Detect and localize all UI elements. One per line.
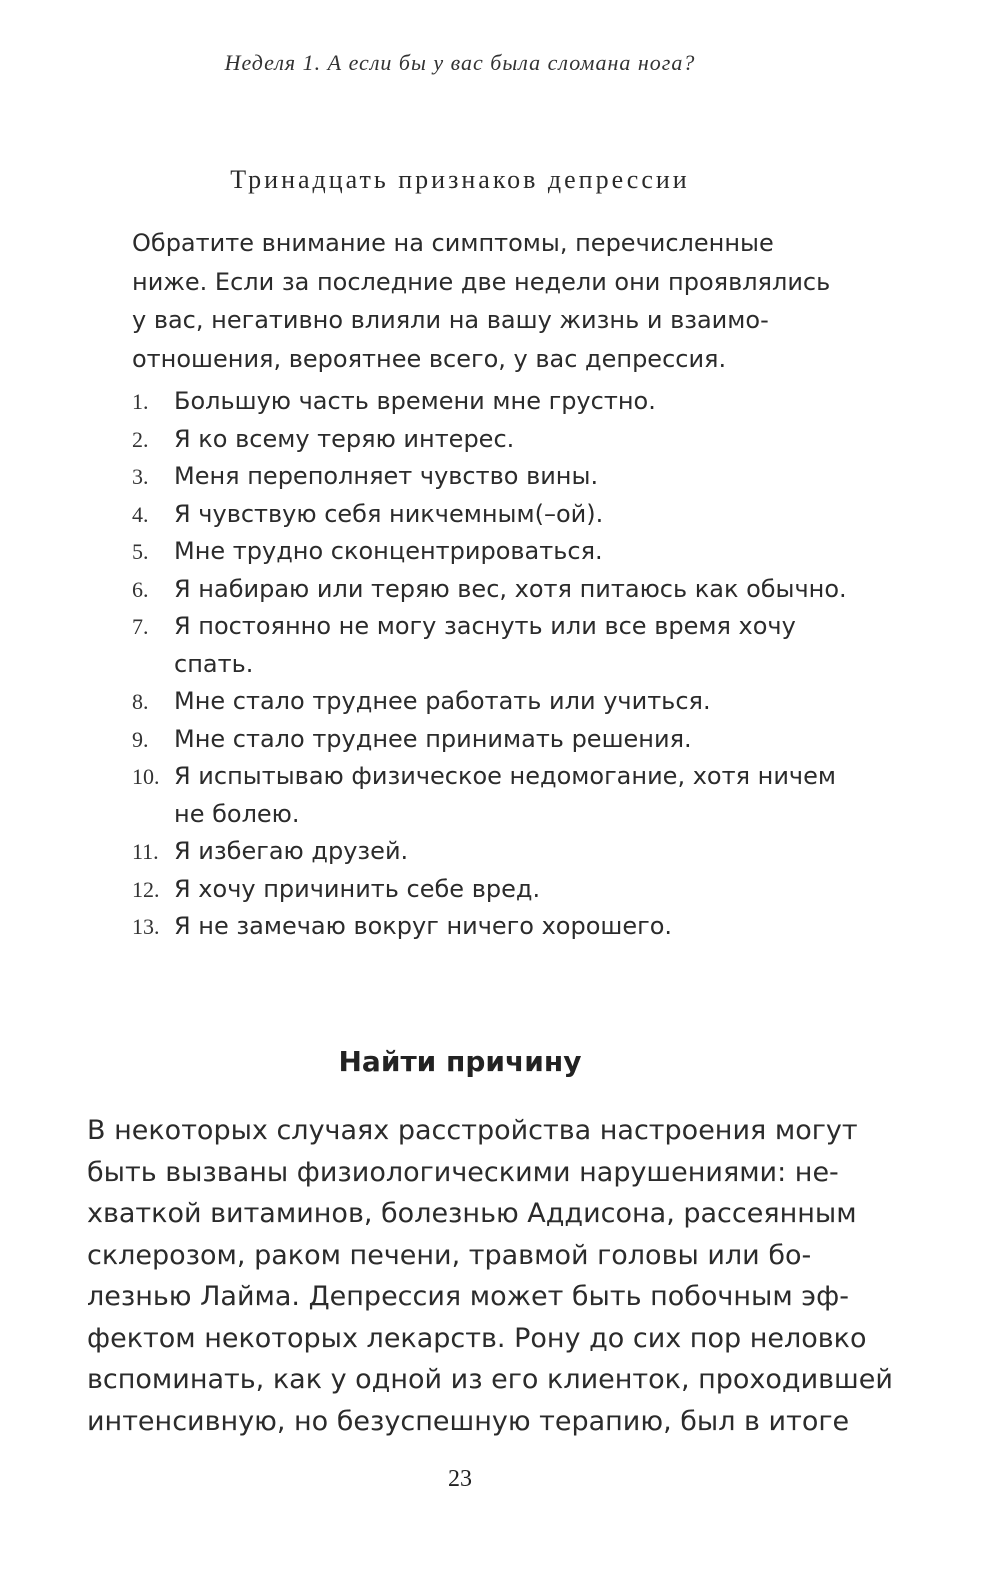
list-item (132, 608, 812, 683)
body-line: склерозом, раком печени, травмой головы или бо- (87, 1239, 812, 1271)
list-item (132, 421, 812, 459)
item-text: Меня переполняет чувство вины. (174, 462, 599, 490)
item-number: 5. (132, 539, 149, 564)
intro-line: у вас, негативно влияли на вашу жизнь и взаимо- (132, 306, 769, 334)
item-number: 6. (132, 576, 149, 602)
list-item (132, 533, 812, 571)
body-line: вспоминать, как у одной из его клиенток, проходившей (87, 1364, 893, 1395)
item-number: 10. (132, 764, 160, 789)
list-item (132, 871, 812, 909)
body-line: фектом некоторых лекарств. Рону до сих пор неловко (87, 1322, 867, 1354)
item-number: 7. (132, 614, 149, 639)
list-item (132, 496, 812, 534)
item-number: 2. (132, 426, 149, 452)
item-text: Я чувствую себя никчемным(–ой). (174, 499, 604, 528)
body-line: лезнью Лайма. Депрессия может быть побочным эф- (87, 1281, 849, 1312)
item-text: Я ко всему теряю интерес. (174, 424, 515, 453)
item-text: Я избегаю друзей. (174, 837, 409, 865)
list-item (132, 383, 812, 421)
body-line: хваткой витаминов, болезнью Аддисона, рассеянным (87, 1198, 857, 1229)
body-line: В некоторых случаях расстройства настроения могут (87, 1115, 858, 1146)
item-number: 11. (132, 839, 159, 864)
running-header: Неделя 1. А если бы у вас была сломана нога? (224, 50, 696, 75)
list-item (132, 458, 812, 496)
list-item (132, 683, 812, 721)
list-item (132, 571, 847, 609)
list-item (132, 721, 812, 759)
item-text-continuation: спать. (174, 649, 254, 678)
item-number: 4. (132, 501, 149, 527)
item-text: Я набираю или теряю вес, хотя питаюсь как обычно. (174, 574, 847, 603)
item-number: 13. (132, 914, 160, 939)
intro-line: Обратите внимание на симптомы, перечисленные (132, 229, 774, 257)
item-text: Я испытываю физическое недомогание, хотя ничем (174, 762, 836, 790)
box-intro (132, 224, 831, 378)
item-number: 3. (132, 464, 149, 489)
item-text: Я не замечаю вокруг ничего хорошего. (174, 912, 673, 940)
intro-line: ниже. Если за последние две недели они проявлялись (132, 267, 831, 296)
box-title: Тринадцать признаков депрессии (230, 165, 690, 194)
page-number: 23 (448, 1466, 472, 1492)
symptoms-list (132, 383, 847, 946)
item-number: 8. (132, 689, 149, 714)
body-line: интенсивную, но безуспешную терапию, был в итоге (87, 1405, 850, 1437)
intro-line: отношения, вероятнее всего, у вас депрессия. (132, 344, 727, 373)
section-heading: Найти причину (338, 1045, 582, 1078)
list-item (132, 833, 812, 871)
body-line: быть вызваны физиологическими нарушениями: не- (87, 1156, 839, 1188)
item-text: Большую часть времени мне грустно. (174, 387, 656, 415)
item-number: 12. (132, 876, 160, 902)
item-text: Мне стало труднее работать или учиться. (174, 687, 711, 715)
item-text-continuation: не болею. (174, 799, 300, 828)
item-text: Мне стало труднее принимать решения. (174, 724, 692, 753)
item-number: 1. (132, 389, 149, 414)
item-number: 9. (132, 726, 149, 752)
item-text: Мне трудно сконцентрироваться. (174, 537, 603, 565)
list-item (132, 908, 812, 946)
item-text: Я постоянно не могу заснуть или все время хочу (174, 612, 796, 640)
body-paragraph (87, 1110, 893, 1442)
item-text: Я хочу причинить себе вред. (174, 874, 541, 903)
list-item (132, 758, 836, 833)
